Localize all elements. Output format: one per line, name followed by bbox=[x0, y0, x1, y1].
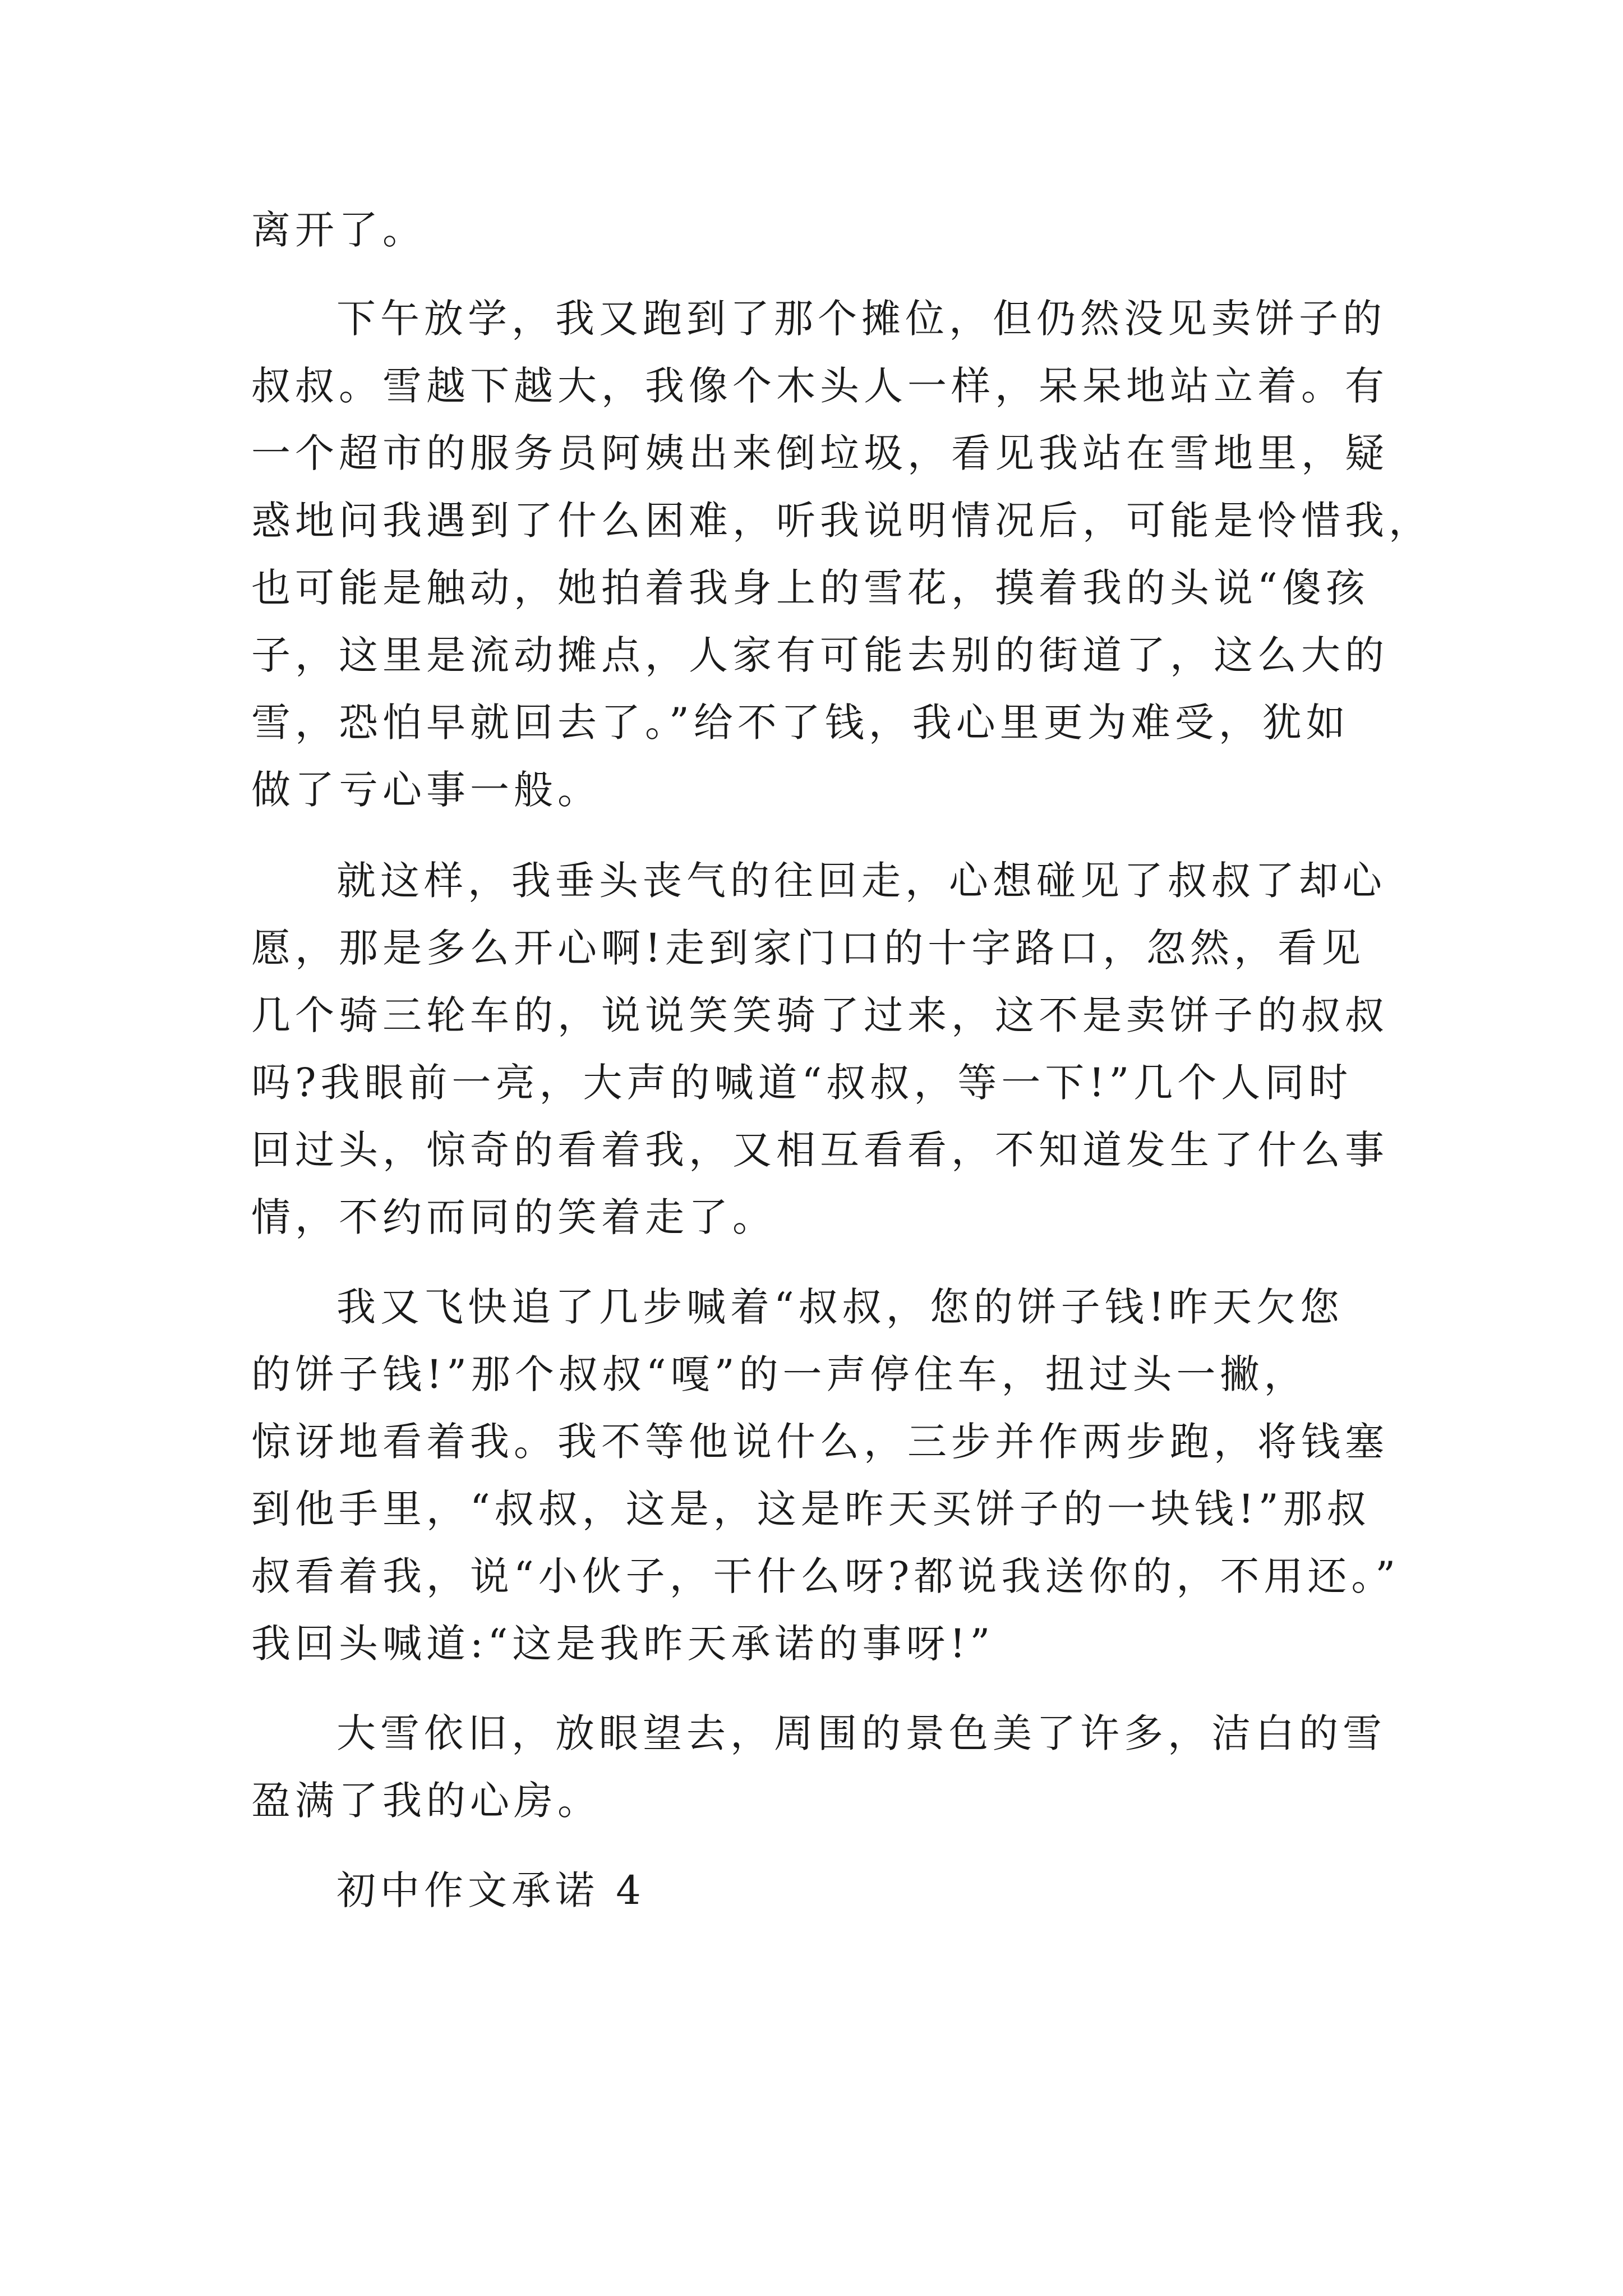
text-line: 下午放学，我又跑到了那个摊位，但仍然没见卖饼子的 bbox=[336, 296, 1386, 342]
text-line: 惊讶地看着我。我不等他说什么，三步并作两步跑，将钱塞 bbox=[251, 1419, 1389, 1465]
text-line: 就这样，我垂头丧气的往回走，心想碰见了叔叔了却心 bbox=[336, 858, 1386, 904]
text-line: 做了亏心事一般。 bbox=[251, 767, 601, 813]
text-line: 大雪依旧，放眼望去，周围的景色美了许多，洁白的雪 bbox=[336, 1710, 1386, 1756]
text-line: 盈满了我的心房。 bbox=[251, 1778, 601, 1824]
text-line: 几个骑三轮车的，说说笑笑骑了过来，这不是卖饼子的叔叔 bbox=[251, 992, 1389, 1038]
text-line: 离开了。 bbox=[251, 207, 426, 253]
text-line: 情，不约而同的笑着走了。 bbox=[251, 1194, 776, 1240]
text-line: 一个超市的服务员阿姨出来倒垃圾，看见我站在雪地里，疑 bbox=[251, 430, 1389, 476]
text-line: 回过头，惊奇的看着我，又相互看看，不知道发生了什么事 bbox=[251, 1127, 1389, 1173]
text-line: 惑地问我遇到了什么困难，听我说明情况后，可能是怜惜我， bbox=[251, 498, 1432, 544]
section-heading: 初中作文承诺 4 bbox=[336, 1867, 645, 1913]
text-line: 吗?我眼前一亮，大声的喊道“叔叔，等一下!”几个人同时 bbox=[251, 1060, 1353, 1106]
text-line: 我回头喊道:“这是我昨天承诺的事呀!” bbox=[251, 1621, 995, 1667]
text-line: 也可能是触动，她拍着我身上的雪花，摸着我的头说“傻孩 bbox=[251, 565, 1370, 611]
text-line: 的饼子钱!”那个叔叔“嘎”的一声停住车，扭过头一撇， bbox=[251, 1351, 1308, 1397]
text-line: 到他手里，“叔叔，这是，这是昨天买饼子的一块钱!”那叔 bbox=[251, 1486, 1371, 1532]
text-line: 雪，恐怕早就回去了。”给不了钱，我心里更为难受，犹如 bbox=[251, 700, 1350, 746]
text-line: 愿，那是多么开心啊!走到家门口的十字路口，忽然，看见 bbox=[251, 925, 1366, 971]
text-line: 叔看着我，说“小伙子，干什么呀?都说我送你的，不用还。” bbox=[251, 1553, 1400, 1599]
text-line: 我又飞快追了几步喊着“叔叔，您的饼子钱!昨天欠您 bbox=[336, 1284, 1344, 1330]
text-line: 叔叔。雪越下越大，我像个木头人一样，呆呆地站立着。有 bbox=[251, 363, 1389, 409]
text-line: 子，这里是流动摊点，人家有可能去别的街道了，这么大的 bbox=[251, 632, 1389, 678]
